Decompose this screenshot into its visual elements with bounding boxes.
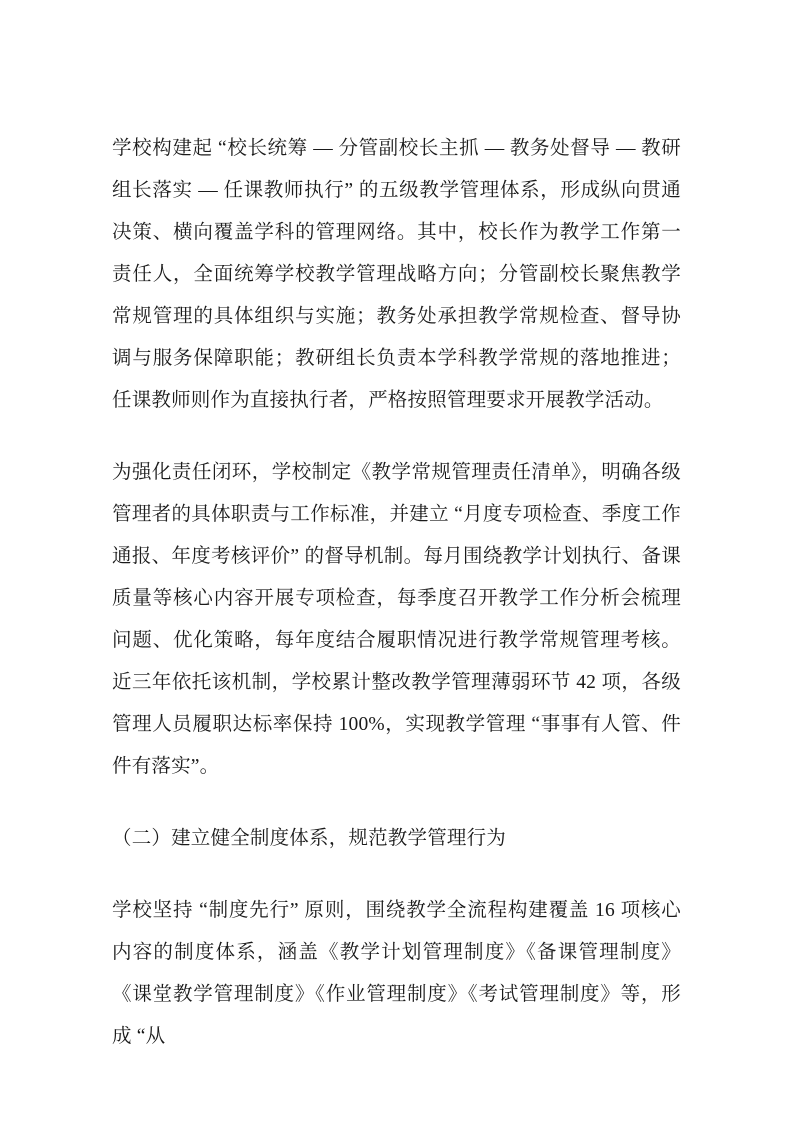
paragraph-management-system: 学校构建起 “校长统筹 — 分管副校长主抓 — 教务处督导 — 教研组长落实 — 任课教师执行” 的五级教学管理体系，形成纵向贯通决策、横向覆盖学科的管理网络。其中，校长作为教学工作第一责任人，全面统筹学校教学管理战略方向；分管副校长聚焦教学常规管理的具体组织与实施；教务处承担教学常规检查、督导协调与服务保障职能；教研组长负责本学科教学常规的落地推进；任课教师则作为直接执行者，严格按照管理要求开展教学活动。 <box>112 138 681 411</box>
paragraph-institution-coverage: 学校坚持 “制度先行” 原则，围绕教学全流程构建覆盖 16 项核心内容的制度体系，涵盖《教学计划管理制度》《备课管理制度》《课堂教学管理制度》《作业管理制度》《考试管理制度》等，形成 “从 <box>112 900 681 1047</box>
document-body <box>112 128 681 1058</box>
paragraph-responsibility-loop: 为强化责任闭环，学校制定《教学常规管理责任清单》，明确各级管理者的具体职责与工作标准，并建立 “月度专项检查、季度工作通报、年度考核评价” 的督导机制。每月围绕教学计划执行、备课质量等核心内容开展专项检查，每季度召开教学工作分析会梳理问题、优化策略，每年度结合履职情况进行教学常规管理考核。近三年依托该机制，学校累计整改教学管理薄弱环节 42 项，各级管理人员履职达标率保持 100%，实现教学管理 “事事有人管、件件有落实”。 <box>112 462 681 777</box>
section-heading-institution-system: （二）建立健全制度体系，规范教学管理行为 <box>112 828 507 849</box>
